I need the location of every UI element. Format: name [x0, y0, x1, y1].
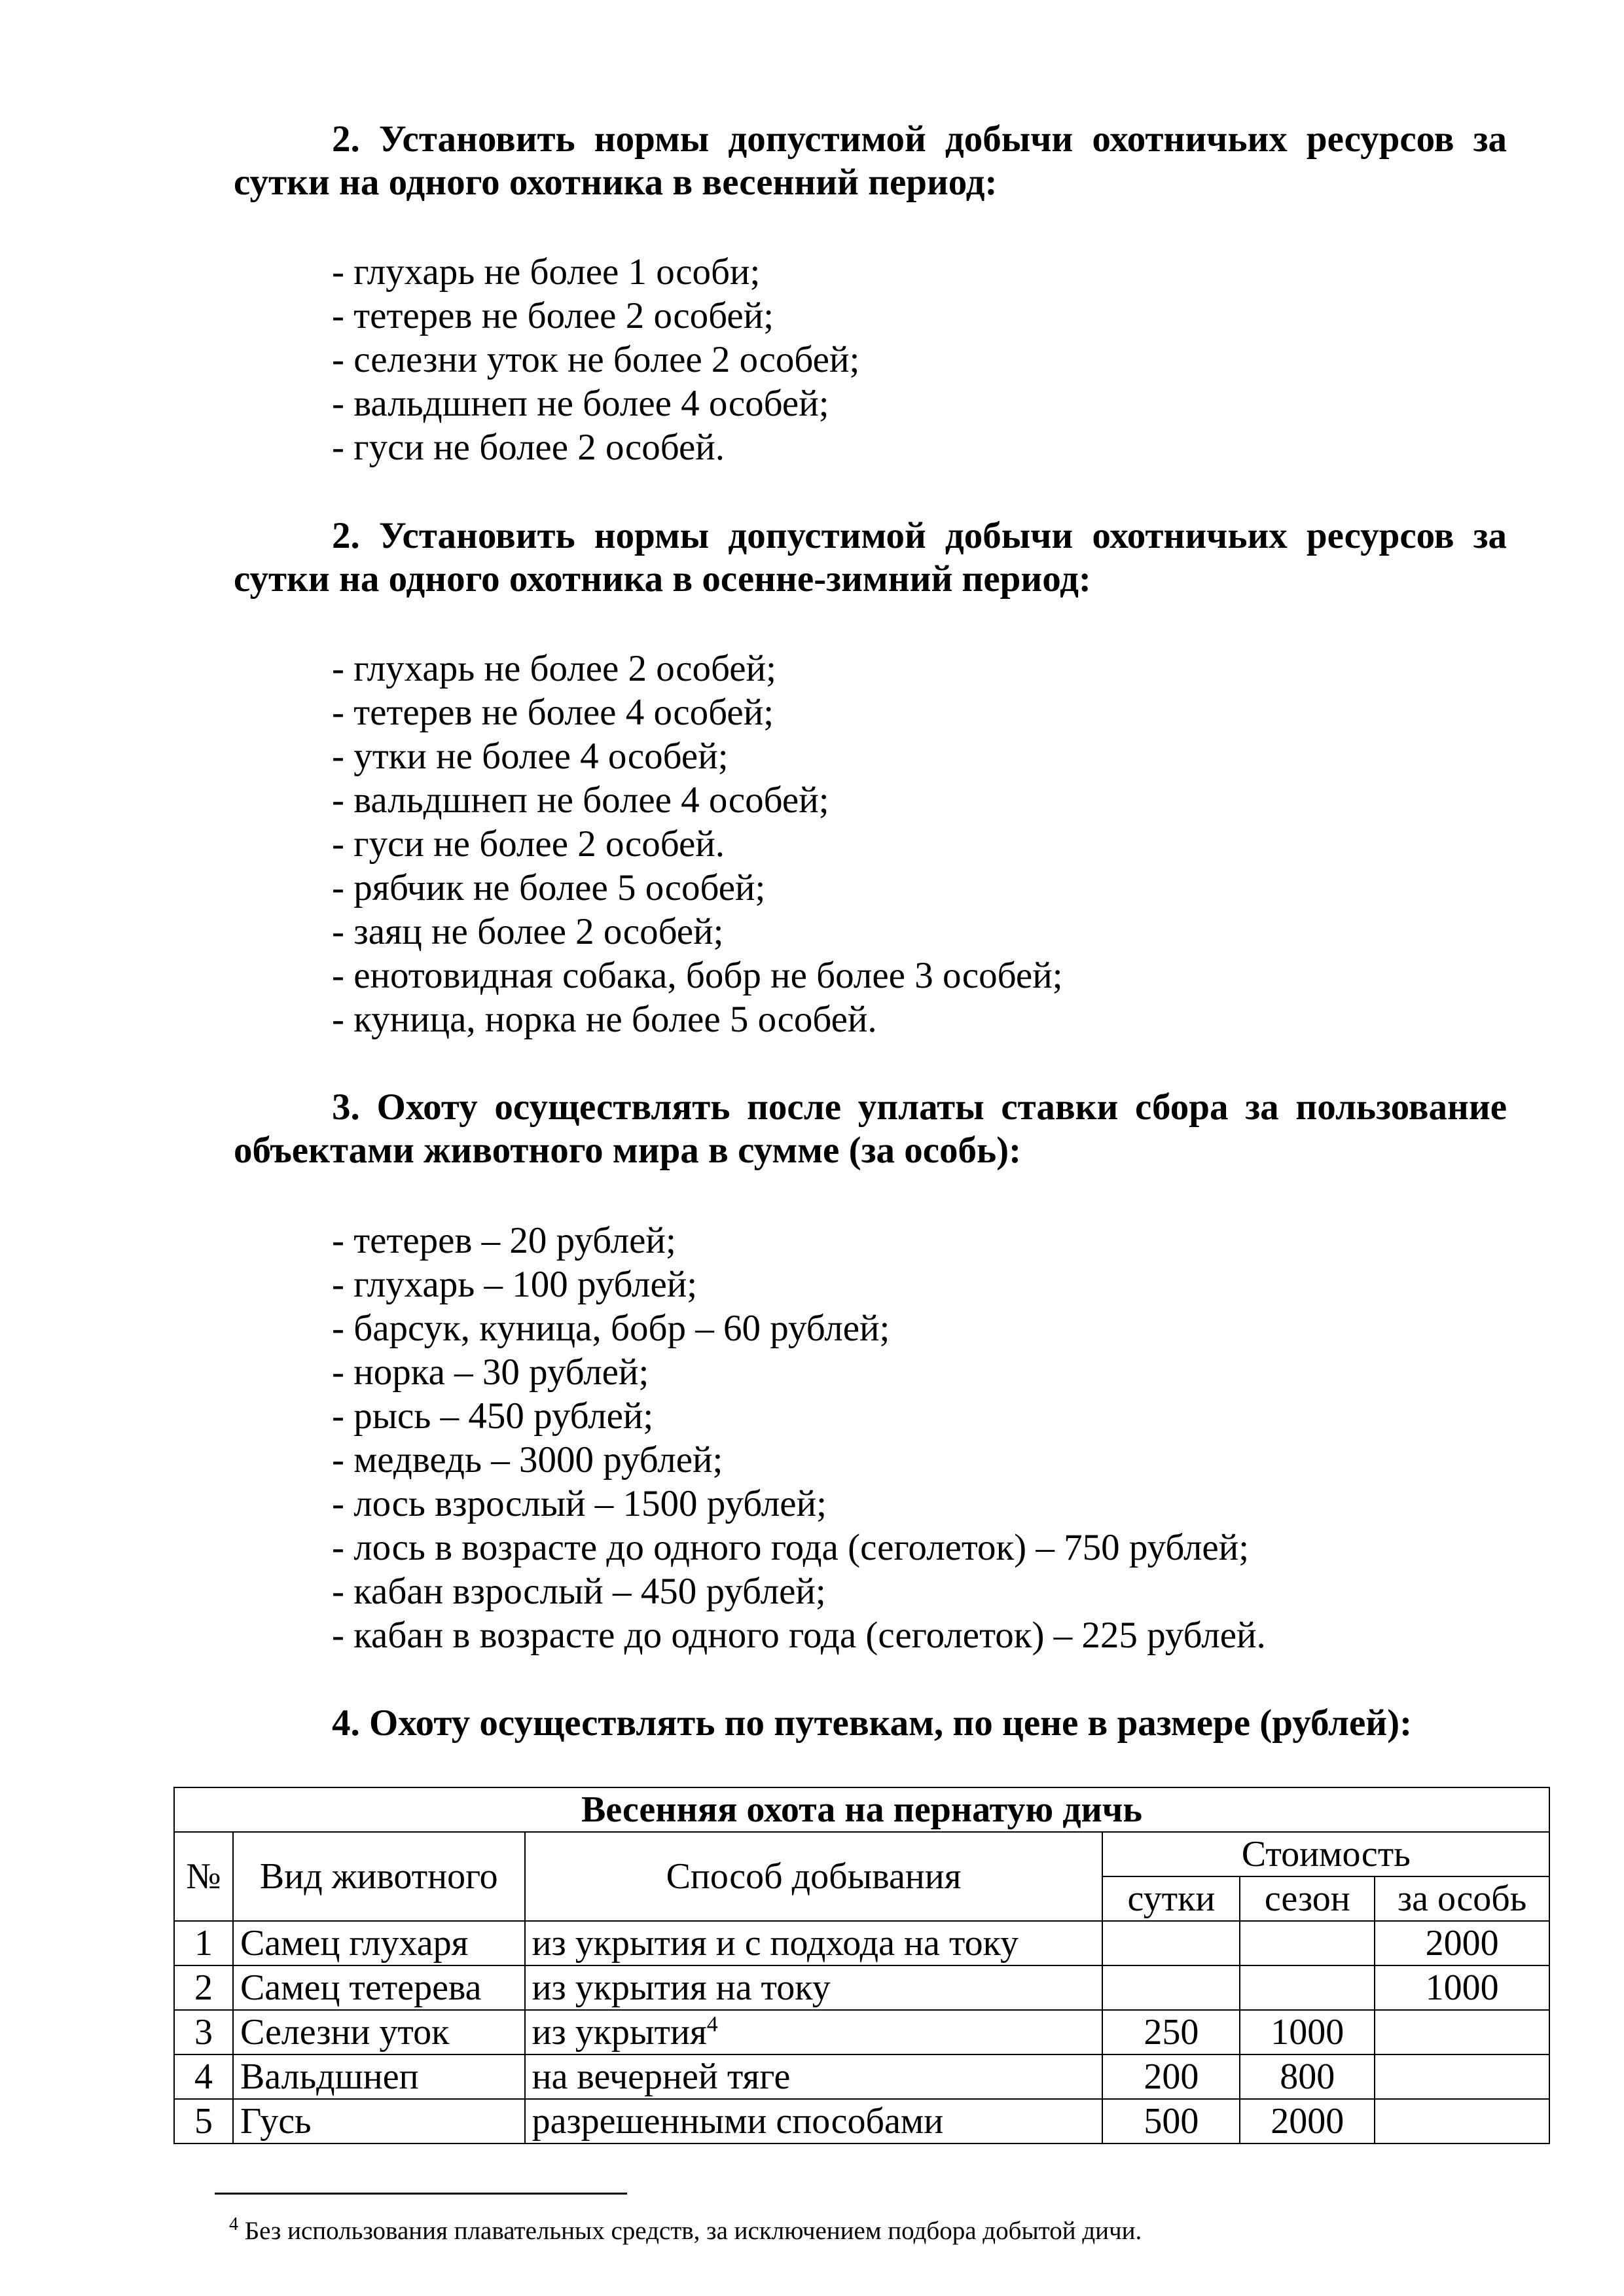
list-item: - заяц не более 2 особей;	[332, 911, 724, 952]
list-item: - вальдшнеп не более 4 особей;	[332, 780, 829, 821]
section-heading-spring: 2. Установить нормы допустимой добычи охотничьих ресурсов за сутки на одного охотника в весенний период:	[234, 118, 1507, 203]
list-item: - гуси не более 2 особей.	[332, 823, 725, 865]
cell-per-animal	[1375, 2010, 1549, 2054]
cell-animal: Селезни уток	[233, 2010, 525, 2054]
list-item: - тетерев – 20 рублей;	[332, 1220, 676, 1261]
cell-num: 3	[174, 2010, 233, 2054]
table-row	[174, 2099, 1549, 2144]
footnote	[229, 2215, 1142, 2247]
list-item: - утки не более 4 особей;	[332, 736, 729, 777]
header-cost: Стоимость	[1102, 1832, 1549, 1876]
spring-hunt-price-table	[173, 1787, 1550, 2144]
header-season: сезон	[1240, 1876, 1375, 1921]
table-row	[174, 2010, 1549, 2054]
table-title-row	[174, 1787, 1549, 1832]
cell-day: 250	[1102, 2010, 1240, 2054]
list-item: - рысь – 450 рублей;	[332, 1395, 654, 1437]
cell-day	[1102, 1965, 1240, 2010]
list-item: - тетерев не более 2 особей;	[332, 295, 774, 336]
footnote-separator	[215, 2193, 627, 2195]
cell-method: разрешенными способами	[525, 2099, 1103, 2144]
cell-per-animal	[1375, 2099, 1549, 2144]
cell-season: 1000	[1240, 2010, 1375, 2054]
list-item: - гуси не более 2 особей.	[332, 427, 725, 468]
section-heading-autumn-winter: 2. Установить нормы допустимой добычи охотничьих ресурсов за сутки на одного охотника в осенне-зимний период:	[234, 515, 1507, 600]
cell-day: 500	[1102, 2099, 1240, 2144]
list-item: - куница, норка не более 5 особей.	[332, 999, 877, 1040]
cell-day	[1102, 1921, 1240, 1965]
list-item: - глухарь – 100 рублей;	[332, 1264, 698, 1305]
fees-list	[332, 1219, 1266, 1657]
cell-method	[525, 2010, 1103, 2054]
table-row	[174, 1921, 1549, 1965]
cell-animal: Вальдшнеп	[233, 2054, 525, 2099]
table-row	[174, 2054, 1549, 2099]
cell-method: на вечерней тяге	[525, 2054, 1103, 2099]
list-item: - енотовидная собака, бобр не более 3 особей;	[332, 955, 1063, 996]
autumn-winter-norms-list	[332, 647, 1063, 1041]
header-num: №	[174, 1832, 233, 1921]
footnote-text: Без использования плавательных средств, за исключением подбора добытой дичи.	[238, 2217, 1142, 2245]
cell-num: 2	[174, 1965, 233, 2010]
table-title: Весенняя охота на пернатую дичь	[174, 1787, 1549, 1832]
cell-method: из укрытия на току	[525, 1965, 1103, 2010]
list-item: - лось в возрасте до одного года (сеголеток) – 750 рублей;	[332, 1527, 1250, 1568]
table-header-row	[174, 1832, 1549, 1876]
list-item: - барсук, куница, бобр – 60 рублей;	[332, 1308, 890, 1349]
section-heading-fees: 3. Охоту осуществлять после уплаты ставки сбора за пользование объектами животного мира в сумме (за особь):	[234, 1086, 1507, 1171]
table-row	[174, 1965, 1549, 2010]
cell-per-animal: 1000	[1375, 1965, 1549, 2010]
cell-animal: Самец тетерева	[233, 1965, 525, 2010]
list-item: - кабан взрослый – 450 рублей;	[332, 1571, 826, 1612]
list-item: - медведь – 3000 рублей;	[332, 1439, 723, 1480]
cell-per-animal	[1375, 2054, 1549, 2099]
list-item: - норка – 30 рублей;	[332, 1352, 649, 1393]
list-item: - вальдшнеп не более 4 особей;	[332, 383, 829, 424]
list-item: - глухарь не более 1 особи;	[332, 251, 761, 293]
cell-num: 4	[174, 2054, 233, 2099]
list-item: - селезни уток не более 2 особей;	[332, 339, 860, 380]
footnote-mark: 4	[229, 2214, 238, 2234]
cell-season: 2000	[1240, 2099, 1375, 2144]
cell-animal: Самец глухаря	[233, 1921, 525, 1965]
cell-season: 800	[1240, 2054, 1375, 2099]
list-item: - лось взрослый – 1500 рублей;	[332, 1483, 827, 1524]
section-heading-vouchers: 4. Охоту осуществлять по путевкам, по цене в размере (рублей):	[332, 1702, 1413, 1744]
spring-norms-list	[332, 250, 859, 469]
cell-num: 1	[174, 1921, 233, 1965]
cell-per-animal: 2000	[1375, 1921, 1549, 1965]
header-day: сутки	[1102, 1876, 1240, 1921]
cell-method-text: из укрытия	[532, 2012, 707, 2053]
cell-num: 5	[174, 2099, 233, 2144]
header-per-animal: за особь	[1375, 1876, 1549, 1921]
list-item: - тетерев не более 4 особей;	[332, 692, 774, 733]
list-item: - кабан в возрасте до одного года (сеголеток) – 225 рублей.	[332, 1615, 1266, 1656]
header-animal: Вид животного	[233, 1832, 525, 1921]
footnote-ref: 4	[706, 2012, 718, 2037]
cell-day: 200	[1102, 2054, 1240, 2099]
cell-season	[1240, 1965, 1375, 2010]
header-method: Способ добывания	[525, 1832, 1103, 1921]
cell-method: из укрытия и с подхода на току	[525, 1921, 1103, 1965]
cell-animal: Гусь	[233, 2099, 525, 2144]
list-item: - глухарь не более 2 особей;	[332, 648, 776, 689]
list-item: - рябчик не более 5 особей;	[332, 867, 766, 908]
cell-season	[1240, 1921, 1375, 1965]
